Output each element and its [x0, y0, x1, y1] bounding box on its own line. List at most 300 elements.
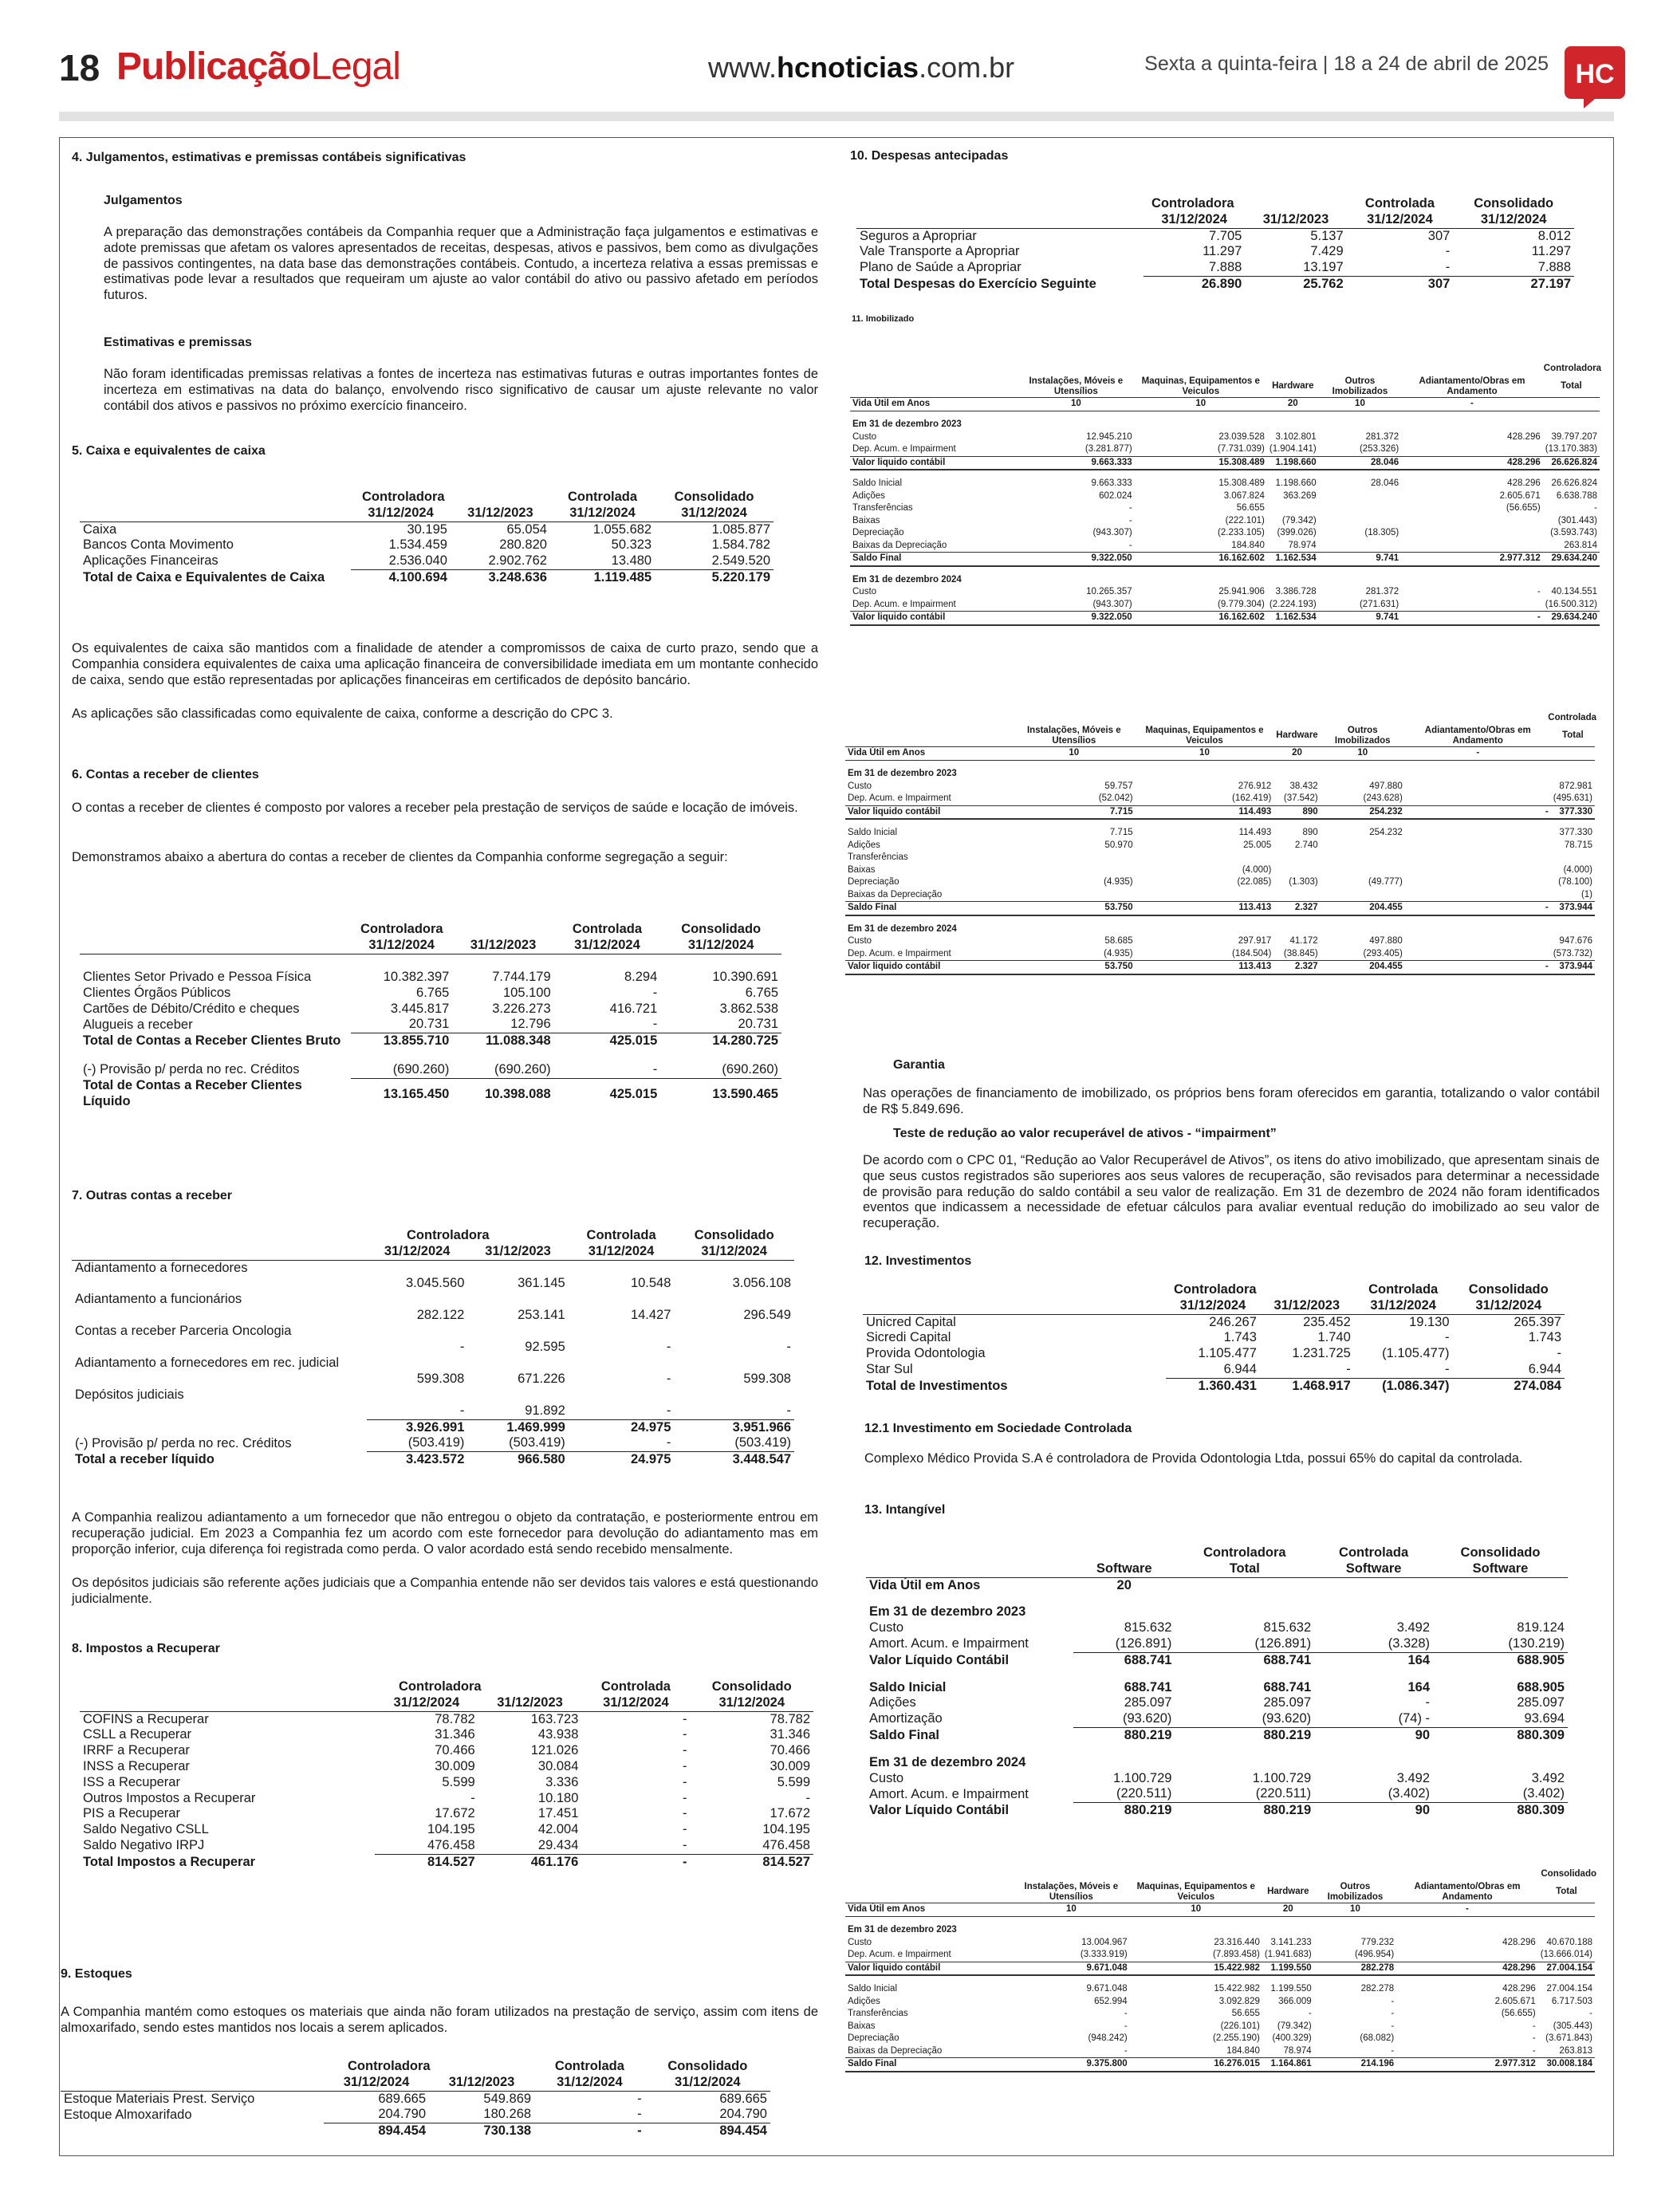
row-label: Aplicações Financeiras [83, 553, 218, 569]
row-label: Transferências [852, 503, 913, 514]
cell-value [1319, 490, 1402, 503]
cell-value: 30.195 [407, 522, 447, 537]
cell-value [1433, 1577, 1568, 1593]
cell-value: 819.124 [1517, 1620, 1565, 1635]
table-row [80, 1822, 813, 1838]
cell-value: (301.443) [1557, 515, 1597, 525]
cell-value: 15.422.982 [1130, 1962, 1262, 1975]
row-label: Total de Contas a Receber Clientes Bruto [83, 1033, 341, 1049]
cell-value: 43.938 [537, 1727, 579, 1742]
cell-value: - [1589, 2009, 1592, 2019]
cell-value: - [1537, 587, 1541, 597]
row-label: Clientes Setor Privado e Pessoa Física [83, 970, 312, 985]
cell-value: 17.672 [770, 1806, 810, 1821]
cell-value: 1.100.729 [1252, 1770, 1312, 1785]
cell-value: - [786, 1340, 791, 1355]
row-label: Dep. Acum. e Impairment [848, 793, 951, 804]
cell-value: (220.511) [1116, 1786, 1172, 1801]
cell-value: 78.715 [1564, 840, 1592, 850]
cell-value: 28.046 [1319, 456, 1402, 470]
row-label: Total de Investimentos [866, 1378, 1008, 1393]
cell-value: 688.905 [1517, 1679, 1565, 1694]
hdr-controlada: Controlada [567, 490, 638, 504]
column-header: Maquinas, Equipamentos e Veiculos [1130, 1882, 1262, 1903]
cell-value: (22.085) [1237, 877, 1272, 888]
row-label: ISS a Recuperar [83, 1774, 180, 1789]
cell-value: 70.466 [770, 1743, 810, 1758]
row-label: Adições [852, 490, 885, 501]
cell-value: (573.732) [1553, 948, 1592, 958]
cell-value: 9.663.333 [1018, 456, 1135, 470]
brand-light: Legal [310, 45, 400, 88]
row-label: Valor liquido contábil [845, 961, 1013, 974]
row-label [72, 1419, 367, 1435]
row-label: Outros Impostos a Recuperar [83, 1790, 256, 1805]
cell-value: 377.330 [1551, 805, 1595, 819]
row-label: Custo [848, 1937, 872, 1947]
cell-value: 164 [1407, 1679, 1431, 1694]
cell-value: 1.164.861 [1262, 2058, 1314, 2072]
cell-value: 27.197 [1453, 276, 1574, 292]
cell-value: - [683, 1711, 687, 1726]
cell-value: 3.492 [1531, 1770, 1565, 1785]
cell-value: - [1445, 1361, 1450, 1376]
row-label: Saldo Inicial [852, 478, 903, 489]
cell-value: 58.685 [1104, 936, 1133, 947]
cell-value: 652.994 [1094, 1996, 1128, 2006]
hdr-consolidado: Consolidado [674, 490, 754, 504]
cell-value: - [1401, 612, 1543, 625]
row-label: Valor liquido contábil [845, 1962, 1013, 1975]
brand-bold: Publicação [116, 45, 311, 88]
hdr-date: 31/12/2024 [368, 505, 434, 520]
table-row [850, 456, 1600, 470]
cell-value: 16.162.602 [1135, 612, 1267, 625]
cell-value: 281.372 [1365, 431, 1399, 442]
table-row [866, 1620, 1568, 1636]
taxes-table [80, 1679, 813, 1871]
cell-value: 2.536.040 [388, 553, 447, 569]
row-label: Saldo Negativo IRPJ [83, 1838, 205, 1853]
cell-value: - [652, 1062, 658, 1077]
cell-value: 599.308 [416, 1372, 465, 1387]
cell-value: 280.820 [499, 537, 547, 553]
cell-value: 6.944 [1528, 1361, 1561, 1376]
cell-value: (13.170.383) [1545, 444, 1597, 455]
cell-value: 3.045.560 [405, 1276, 465, 1291]
hdr-software: Software [1472, 1561, 1529, 1576]
site-url[interactable] [708, 51, 1014, 85]
row-label: Custo [869, 1620, 904, 1635]
cell-value: - [1405, 961, 1551, 974]
hdr-controladora: Controladora [407, 1228, 490, 1242]
table-row [72, 1260, 794, 1292]
cell-value: 3.926.991 [367, 1419, 467, 1435]
cell-value: 3.423.572 [367, 1452, 467, 1468]
table-row [80, 1033, 781, 1049]
cell-value: - [534, 2123, 645, 2139]
row-label: Adiantamento a funcionários [75, 1292, 242, 1307]
section-10-title: 10. Despesas antecipadas [850, 149, 1009, 163]
cell-value: (1) [1580, 889, 1592, 899]
table-row [80, 1727, 813, 1743]
table-row [866, 1803, 1568, 1819]
section-5-title: 5. Caixa e equivalentes de caixa [72, 444, 266, 458]
hdr-software: Software [1345, 1561, 1402, 1576]
hdr-controladora: Controladora [1151, 196, 1234, 211]
cell-value: 20 [1262, 1903, 1314, 1917]
cell-value: 1.469.999 [467, 1419, 568, 1435]
cell-value: 814.527 [375, 1854, 478, 1870]
hdr-controlada: Controlada [572, 922, 643, 936]
cell-value: 890 [1302, 828, 1318, 838]
receivables-text-1: O contas a receber de clientes é composto por valores a receber pela prestação de serviços de saúde e locação de imóveis. [72, 801, 798, 815]
row-label: Valor Líquido Contábil [869, 1802, 1010, 1817]
cell-value: 497.880 [1369, 781, 1403, 791]
cell-value: (293.405) [1363, 948, 1403, 958]
hdr-date: 31/12/2024 [603, 1694, 669, 1710]
cell-value: - [1557, 1346, 1561, 1361]
cell-value: - [666, 1340, 671, 1355]
fixed-assets-consolidado [845, 1869, 1603, 2072]
row-label: Total Impostos a Recuperar [83, 1854, 256, 1869]
site-name: hcnoticias [777, 51, 919, 84]
cell-value: 3.951.966 [674, 1419, 794, 1435]
cell-value: 13.004.967 [1081, 1937, 1128, 1947]
table-row [61, 2107, 770, 2123]
section-12-title: 12. Investimentos [864, 1254, 972, 1268]
cell-value: 689.665 [378, 2091, 427, 2106]
cell-value: 1.162.534 [1267, 612, 1319, 625]
cell-value: 163.723 [530, 1711, 579, 1726]
row-label: Estoque Materiais Prest. Serviço [64, 2091, 255, 2106]
cell-value: 10 [1136, 747, 1274, 761]
row-label: Amort. Acum. e Impairment [869, 1636, 1029, 1651]
row-label: Vale Transporte a Apropriar [860, 244, 1020, 259]
row-label: Clientes Órgãos Públicos [83, 985, 231, 1000]
hdr-software: Software [1096, 1561, 1152, 1576]
cell-value: 373.944 [1551, 961, 1595, 974]
cell-value: (4.000) [1563, 864, 1592, 875]
table-row [72, 1435, 794, 1451]
cell-value: (126.891) [1115, 1635, 1172, 1651]
row-label: Seguros a Apropriar [860, 228, 977, 243]
cell-value: - [1405, 902, 1551, 915]
cell-value: 947.676 [1559, 936, 1592, 947]
cell-value: (68.082) [1360, 2033, 1395, 2044]
cell-value: - [1405, 805, 1551, 819]
cell-value: 3.226.273 [492, 1001, 551, 1016]
cell-value: 90 [1314, 1803, 1433, 1819]
cell-value: 476.458 [762, 1837, 810, 1852]
cell-value: 428.296 [1502, 1937, 1536, 1947]
cell-value: (184.504) [1232, 948, 1272, 958]
column-header: Outros Imobilizados [1321, 726, 1405, 747]
cell-value [1273, 864, 1320, 877]
cell-value: 282.278 [1314, 1962, 1397, 1975]
cell-value: 282.278 [1360, 1984, 1395, 1994]
column-header: Hardware [1262, 1882, 1314, 1903]
cell-value: 3.141.233 [1270, 1937, 1312, 1947]
cell-value: 7.715 [1013, 805, 1136, 819]
cell-value: - [1445, 244, 1451, 259]
cell-value: - [637, 2107, 642, 2122]
cell-value: - [1445, 1330, 1450, 1345]
row-label: Vida Útil em Anos [845, 747, 1013, 761]
table-row [856, 228, 1574, 244]
cell-value: 3.492 [1396, 1620, 1431, 1635]
cell-value: - [1124, 2045, 1128, 2056]
cell-value: 5.599 [442, 1774, 475, 1789]
cell-value: (74) - [1398, 1711, 1431, 1726]
row-label [61, 2123, 324, 2139]
cell-value: 23.039.528 [1218, 431, 1265, 442]
cell-value: (690.260) [722, 1062, 778, 1077]
cell-value: 20 [1116, 1577, 1132, 1592]
cell-value: 10.398.088 [452, 1078, 553, 1110]
hdr-controladora: Controladora [1174, 1282, 1257, 1297]
hdr-consolidado: Consolidado [1474, 196, 1554, 211]
cell-value: (399.026) [1277, 528, 1317, 538]
cell-value: (3.671.843) [1545, 2033, 1592, 2044]
cell-value: 40.134.551 [1551, 587, 1597, 597]
row-label: Custo [852, 431, 877, 442]
table-row [845, 827, 1595, 840]
cell-value: - [683, 1822, 687, 1837]
cell-value: 282.122 [416, 1308, 465, 1323]
table-row [80, 1017, 781, 1033]
cell-value: 428.296 [1401, 456, 1543, 470]
cell-value: 19.130 [1409, 1314, 1450, 1329]
cell-value: 10 [1135, 398, 1267, 411]
table-row [845, 889, 1595, 902]
row-label: Total a receber líquido [75, 1451, 215, 1466]
page-number: 18 [59, 47, 100, 89]
cell-value: 894.454 [645, 2123, 770, 2139]
column-header: Instalações, Móveis e Utensílios [1018, 376, 1135, 398]
cell-value: - [683, 1758, 687, 1773]
table-row [80, 1791, 813, 1807]
cell-value: 254.232 [1321, 805, 1405, 819]
table-row [80, 1078, 781, 1110]
table-row [80, 1711, 813, 1727]
cell-value: - [1128, 515, 1132, 525]
cell-value: 3.492 [1396, 1770, 1431, 1785]
cell-value: 363.269 [1283, 490, 1317, 501]
hdr-date: 31/12/2024 [393, 1694, 460, 1710]
cell-value [1405, 852, 1551, 864]
row-label: Baixas [852, 515, 880, 525]
cell-value: 880.219 [1175, 1803, 1314, 1819]
row-label: Depreciação [848, 877, 899, 888]
table-row [80, 1743, 813, 1759]
cell-value: 184.840 [1231, 540, 1265, 550]
cell-value: (503.419) [509, 1435, 565, 1450]
row-label: Total de Contas a Receber Clientes Líquido [83, 1078, 302, 1109]
cell-value: (243.628) [1363, 793, 1403, 804]
cell-value: 114.493 [1238, 828, 1272, 838]
cell-value: 1.198.660 [1275, 478, 1317, 489]
cell-value: 6.765 [416, 985, 450, 1000]
cell-value: 1.584.782 [711, 537, 770, 553]
column-header: Outros Imobilizados [1314, 1882, 1397, 1903]
cell-value: 20 [1267, 398, 1319, 411]
cell-value: 10 [1013, 1903, 1130, 1917]
column-header: Total [1543, 376, 1600, 398]
hdr-date: 31/12/2024 [675, 2074, 741, 2089]
cell-value: 689.665 [719, 2091, 767, 2106]
cell-value [1401, 443, 1543, 456]
table-row [856, 276, 1574, 292]
cell-value: 428.296 [1502, 1984, 1536, 1994]
row-label: Custo [848, 781, 872, 791]
cell-value [1405, 840, 1551, 852]
cell-value [1136, 852, 1274, 864]
row-label: Valor Líquido Contábil [869, 1652, 1010, 1667]
cell-value: 26.626.824 [1543, 456, 1600, 470]
period-label: Em 31 de dezembro 2024 [852, 574, 962, 584]
row-label: Transferências [848, 852, 908, 863]
cell-value: 56.655 [1231, 2009, 1260, 2019]
row-label: Depreciação [852, 528, 904, 538]
cell-value [1013, 889, 1136, 902]
hdr-date: 31/12/2024 [588, 1243, 655, 1258]
section-7-title: 7. Outras contas a receber [72, 1189, 232, 1202]
table-row [845, 793, 1595, 805]
cell-value: 1.468.917 [1260, 1378, 1354, 1394]
table-row [866, 1727, 1568, 1743]
cell-value: 815.632 [1263, 1620, 1312, 1635]
cell-value: (18.305) [1364, 528, 1399, 538]
row-label: Estoque Almoxarifado [64, 2107, 192, 2122]
cell-value: 880.219 [1073, 1727, 1175, 1743]
cell-value [1551, 747, 1595, 761]
cell-value: (2.255.190) [1213, 2033, 1260, 2044]
column-header: Total [1538, 1882, 1595, 1903]
period-label: Em 31 de dezembro 2023 [852, 419, 962, 430]
cell-value: 121.026 [530, 1743, 579, 1758]
table-row [845, 1962, 1595, 1975]
row-label: Saldo Inicial [848, 828, 898, 838]
cell-value: 38.432 [1289, 781, 1318, 791]
row-label: IRRF a Recuperar [83, 1743, 190, 1758]
section-13-title: 13. Intangível [864, 1503, 946, 1517]
cell-value: 26.890 [1144, 276, 1245, 292]
cell-value: (37.542) [1283, 793, 1318, 804]
cell-value [1273, 852, 1320, 864]
row-label: Vida Útil em Anos [869, 1577, 981, 1592]
header-divider [59, 112, 1614, 121]
cell-value: (496.954) [1354, 1950, 1395, 1960]
table-row [80, 1775, 813, 1791]
table-row [850, 490, 1600, 503]
page-header [0, 0, 1673, 120]
cell-value: 30.008.184 [1538, 2058, 1595, 2072]
cell-value: - [1532, 2021, 1536, 2031]
edition-date: Sexta a quinta-feira | 18 a 24 de abril de 2025 [1144, 53, 1549, 75]
left-column [61, 148, 821, 2150]
cell-value: (3.593.743) [1550, 528, 1597, 538]
table-row [850, 443, 1600, 456]
cell-value: 688.741 [1124, 1679, 1172, 1694]
cell-value: 7.888 [1537, 260, 1571, 275]
cell-value: 2.977.312 [1396, 2058, 1538, 2072]
cell-value: 50.323 [611, 537, 652, 553]
row-label: Baixas da Depreciação [852, 540, 947, 550]
cell-value: 25.941.906 [1218, 587, 1265, 597]
row-label: Total Despesas do Exercício Seguinte [860, 276, 1096, 291]
cell-value: - [1532, 2045, 1536, 2056]
cell-value [1405, 793, 1551, 805]
cell-value: 29.634.240 [1543, 553, 1600, 566]
cell-value: 263.813 [1559, 2045, 1592, 2056]
cell-value: (38.845) [1283, 948, 1318, 958]
cell-value: (79.342) [1281, 515, 1317, 525]
cell-value: 114.493 [1136, 805, 1274, 819]
cell-value: 13.590.465 [660, 1078, 781, 1110]
cell-value: 688.741 [1263, 1679, 1312, 1694]
table-row [72, 1387, 794, 1419]
right-column [850, 148, 1603, 2150]
cell-value: 70.466 [435, 1743, 475, 1758]
fixed-assets-controladora [850, 364, 1608, 626]
cell-value: 880.309 [1433, 1727, 1568, 1743]
cell-value: 476.458 [427, 1837, 475, 1852]
cell-value: 11.297 [1203, 244, 1242, 259]
cell-value: 2.549.520 [711, 553, 770, 569]
cell-value: - [581, 1854, 690, 1870]
table-row [80, 537, 774, 553]
cell-value: 602.024 [1099, 490, 1132, 501]
hdr-date: 31/12/2024 [574, 937, 640, 952]
cell-value: 2.605.671 [1494, 1996, 1536, 2006]
cell-value: 461.176 [478, 1854, 582, 1870]
cell-value: - [652, 985, 658, 1000]
hdr-date: 31/12/2024 [718, 1694, 785, 1710]
cell-value: 1.231.725 [1292, 1346, 1351, 1361]
hdr-date: 31/12/2024 [368, 937, 435, 952]
column-header: Maquinas, Equipamentos e Veiculos [1136, 726, 1274, 747]
judgments-text: A preparação das demonstrações contábeis da Companhia requer que a Administração faça julgamentos e estimativas e adote premissas que afetam os valores apresentados de receitas, despesas, ativos e passivos, bem como as divulgações de passivos contingentes, na data base das demonstrações contábeis. Contudo, a incerteza relativa a essas premissas e estimativas pode levar a resultados que requeiram um ajuste ao valor contábil do ativo ou passivo afetado em períodos futuros. [104, 225, 818, 303]
row-label: Saldo Final [869, 1727, 940, 1742]
table-row [845, 935, 1595, 948]
judgments-title: Julgamentos [104, 194, 183, 207]
cell-value: 65.054 [506, 522, 547, 537]
cell-value: (9.779.304) [1218, 599, 1265, 609]
column-header: Adiantamento/Obras em Andamento [1396, 1882, 1538, 1903]
table-caption: Controlada [1548, 713, 1596, 722]
cell-value: 16.162.602 [1135, 553, 1267, 566]
cell-value [1319, 515, 1402, 528]
hdr-total: Total [1229, 1561, 1260, 1576]
hdr-date: 31/12/2024 [1370, 1297, 1436, 1313]
cell-value: 13.855.710 [351, 1033, 452, 1049]
hdr-date: 31/12/2024 [681, 505, 747, 520]
cell-value: - [470, 1790, 475, 1805]
cell-value [1175, 1577, 1314, 1593]
section-12-1-title: 12.1 Investimento em Sociedade Controlada [864, 1422, 1132, 1435]
table-row [80, 1854, 813, 1870]
cell-value: 15.308.489 [1135, 456, 1267, 470]
cell-value: 8.294 [624, 970, 658, 985]
cell-value: - [1396, 1903, 1538, 1917]
row-label: Valor liquido contábil [850, 456, 1018, 470]
cell-value [1136, 889, 1274, 902]
cell-value: 40.670.188 [1546, 1937, 1592, 1947]
table-row [850, 553, 1600, 566]
cell-value: 50.970 [1104, 840, 1133, 850]
cell-value: 894.454 [324, 2123, 429, 2139]
